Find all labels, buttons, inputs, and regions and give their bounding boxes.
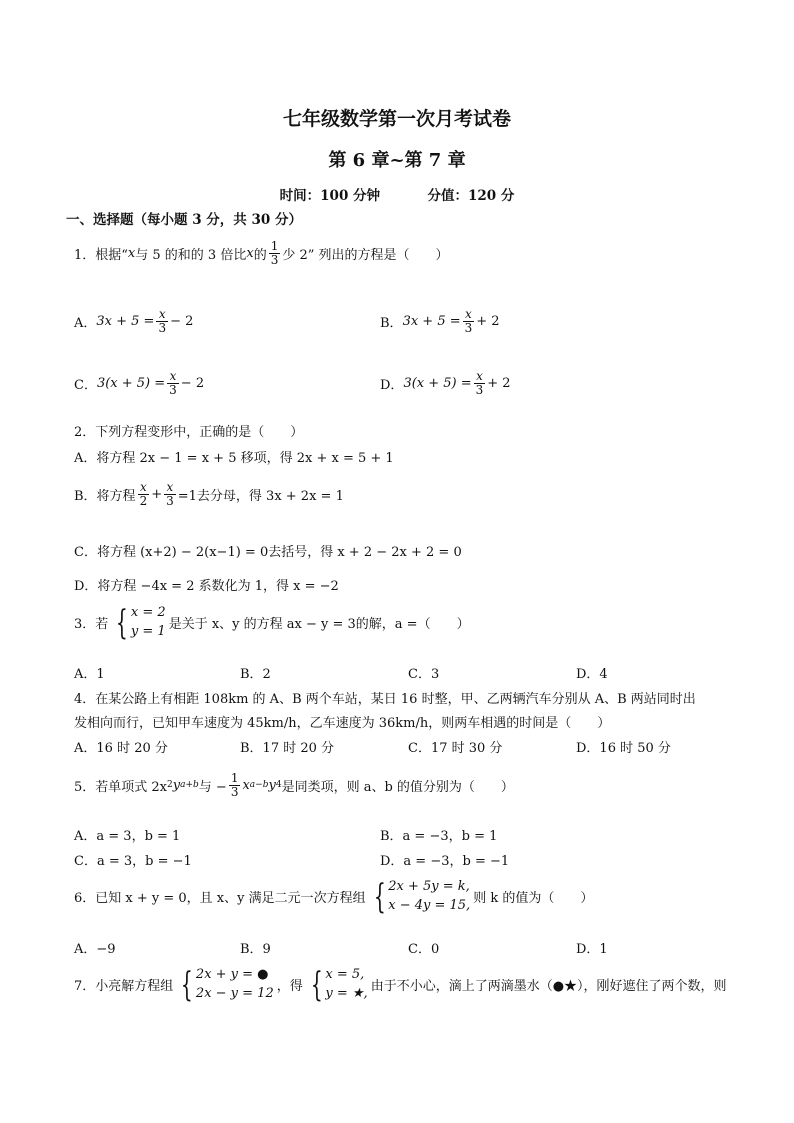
q6-option-b: B．9 [240,942,271,957]
q6-option-a: A．−9 [74,942,116,957]
question-6-stem: 6．已知 x + y = 0，且 x、y 满足二元一次方程组 { 2x + 5y = k, x − 4y = 15, 则 k 的值为（ ） [74,876,594,917]
q7-system-1: { 2x + y = ● 2x − y = 12 [181,964,274,1005]
q3-option-a: A．1 [74,667,105,682]
q4-option-a: A．16 时 20 分 [74,741,168,756]
q6-option-d: D．1 [576,942,608,957]
q1-fraction: $\frac{1}{3}$ [270,239,279,267]
q1-var-x: x [127,245,136,261]
q5-option-d: D．a = −3，b = −1 [380,854,510,869]
q1-d-fraction: $\frac{x}{3}$ [475,369,484,397]
question-2-stem: 2．下列方程变形中，正确的是（ ） [74,425,304,440]
q1-c-fraction: $\frac{x}{3}$ [169,369,177,397]
q5-option-a: A．a = 3，b = 1 [74,829,181,844]
q1-text-c: 与 5 的和的 3 倍比 [135,247,247,263]
q1-text-e: 的 [253,247,267,263]
q3-system: { x = 2 y = 1 [116,602,166,643]
exam-title: 七年级数学第一次月考试卷 [282,108,511,130]
q1-option-d: D． 3(x + 5) = $\frac{x}{3}$ + 2 [380,369,511,397]
question-4-line-1: 4．在某公路上有相距 108km 的 A、B 两个车站，某日 16 时整，甲、乙两辆汽车分别从 A、B 两站同时出 [74,692,696,707]
q5-option-c: C．a = 3，b = −1 [74,854,192,869]
q1-option-b: B． 3x + 5 = $\frac{x}{3}$ + 2 [380,307,500,335]
q2-option-d: D．将方程 −4x = 2 系数化为 1，得 x = −2 [74,579,339,594]
q2-option-b: B．将方程 $\frac{x}{2}$ + $\frac{x}{3}$ =1去分母，得 3x + 2x = 1 [74,480,344,508]
q3-option-d: D．4 [576,667,608,682]
q3-option-c: C．3 [408,667,440,682]
q1-a-fraction: $\frac{x}{3}$ [158,307,167,335]
q4-option-b: B．17 时 20 分 [240,741,335,756]
exam-time: 时间：100 分钟 [279,188,381,204]
q4-option-c: C．17 时 30 分 [408,741,503,756]
q2-b-fraction-2: $\frac{x}{3}$ [166,480,174,508]
exam-info [0,184,794,204]
q2-b-fraction-1: $\frac{x}{2}$ [139,480,148,508]
q5-option-b: B．a = −3，b = 1 [380,829,498,844]
q1-text-a: 1．根据“ [74,247,128,263]
q1-option-a: A． 3x + 5 = $\frac{x}{3}$ − 2 [74,307,194,335]
question-3-stem: 3．若 { x = 2 y = 1 是关于 x、y 的方程 ax − y = 3的解，a =（ ） [74,602,470,643]
q6-system: { 2x + 5y = k, x − 4y = 15, [373,876,471,917]
q3-option-b: B．2 [240,667,271,682]
question-4-line-2: 发相向而行，已知甲车速度为 45km/h，乙车速度为 36km/h，则两车相遇的时间是（ ） [74,716,611,731]
question-5-stem: 5．若单项式 2x 2 y a+b 与 − $\frac{1}{3}$ x a−b y 4 是同类项，则 a、b 的值分别为（ ） [74,771,514,799]
question-7-stem: 7．小亮解方程组 { 2x + y = ● 2x − y = 12 ，得 { x = 5, y = ★, 由于不小心，滴上了两滴墨水（●★），刚好遮住了两个数，则 [74,964,727,1005]
q1-text-f: 少 2” 列出的方程是（ ） [282,247,449,263]
q1-option-c: C． 3(x + 5) = $\frac{x}{3}$ − 2 [74,369,205,397]
exam-score: 分值：120 分 [427,188,515,204]
q4-option-d: D．16 时 50 分 [576,741,671,756]
question-1-stem [74,240,449,266]
q6-option-c: C．0 [408,942,440,957]
q1-b-fraction: $\frac{x}{3}$ [464,307,473,335]
q2-option-c: C．将方程 (x+2) − 2(x−1) = 0去括号，得 x + 2 − 2x + 2 = 0 [74,545,462,560]
q2-option-a: A．将方程 2x − 1 = x + 5 移项，得 2x + x = 5 + 1 [74,451,394,466]
q7-system-2: { x = 5, y = ★, [310,964,368,1005]
q5-fraction: $\frac{1}{3}$ [230,771,239,799]
section-heading: 一、选择题（每小题 3 分，共 30 分） [66,212,302,228]
q1-var-x2: x [246,245,254,261]
exam-subtitle: 第 6 章~第 7 章 [328,150,466,171]
